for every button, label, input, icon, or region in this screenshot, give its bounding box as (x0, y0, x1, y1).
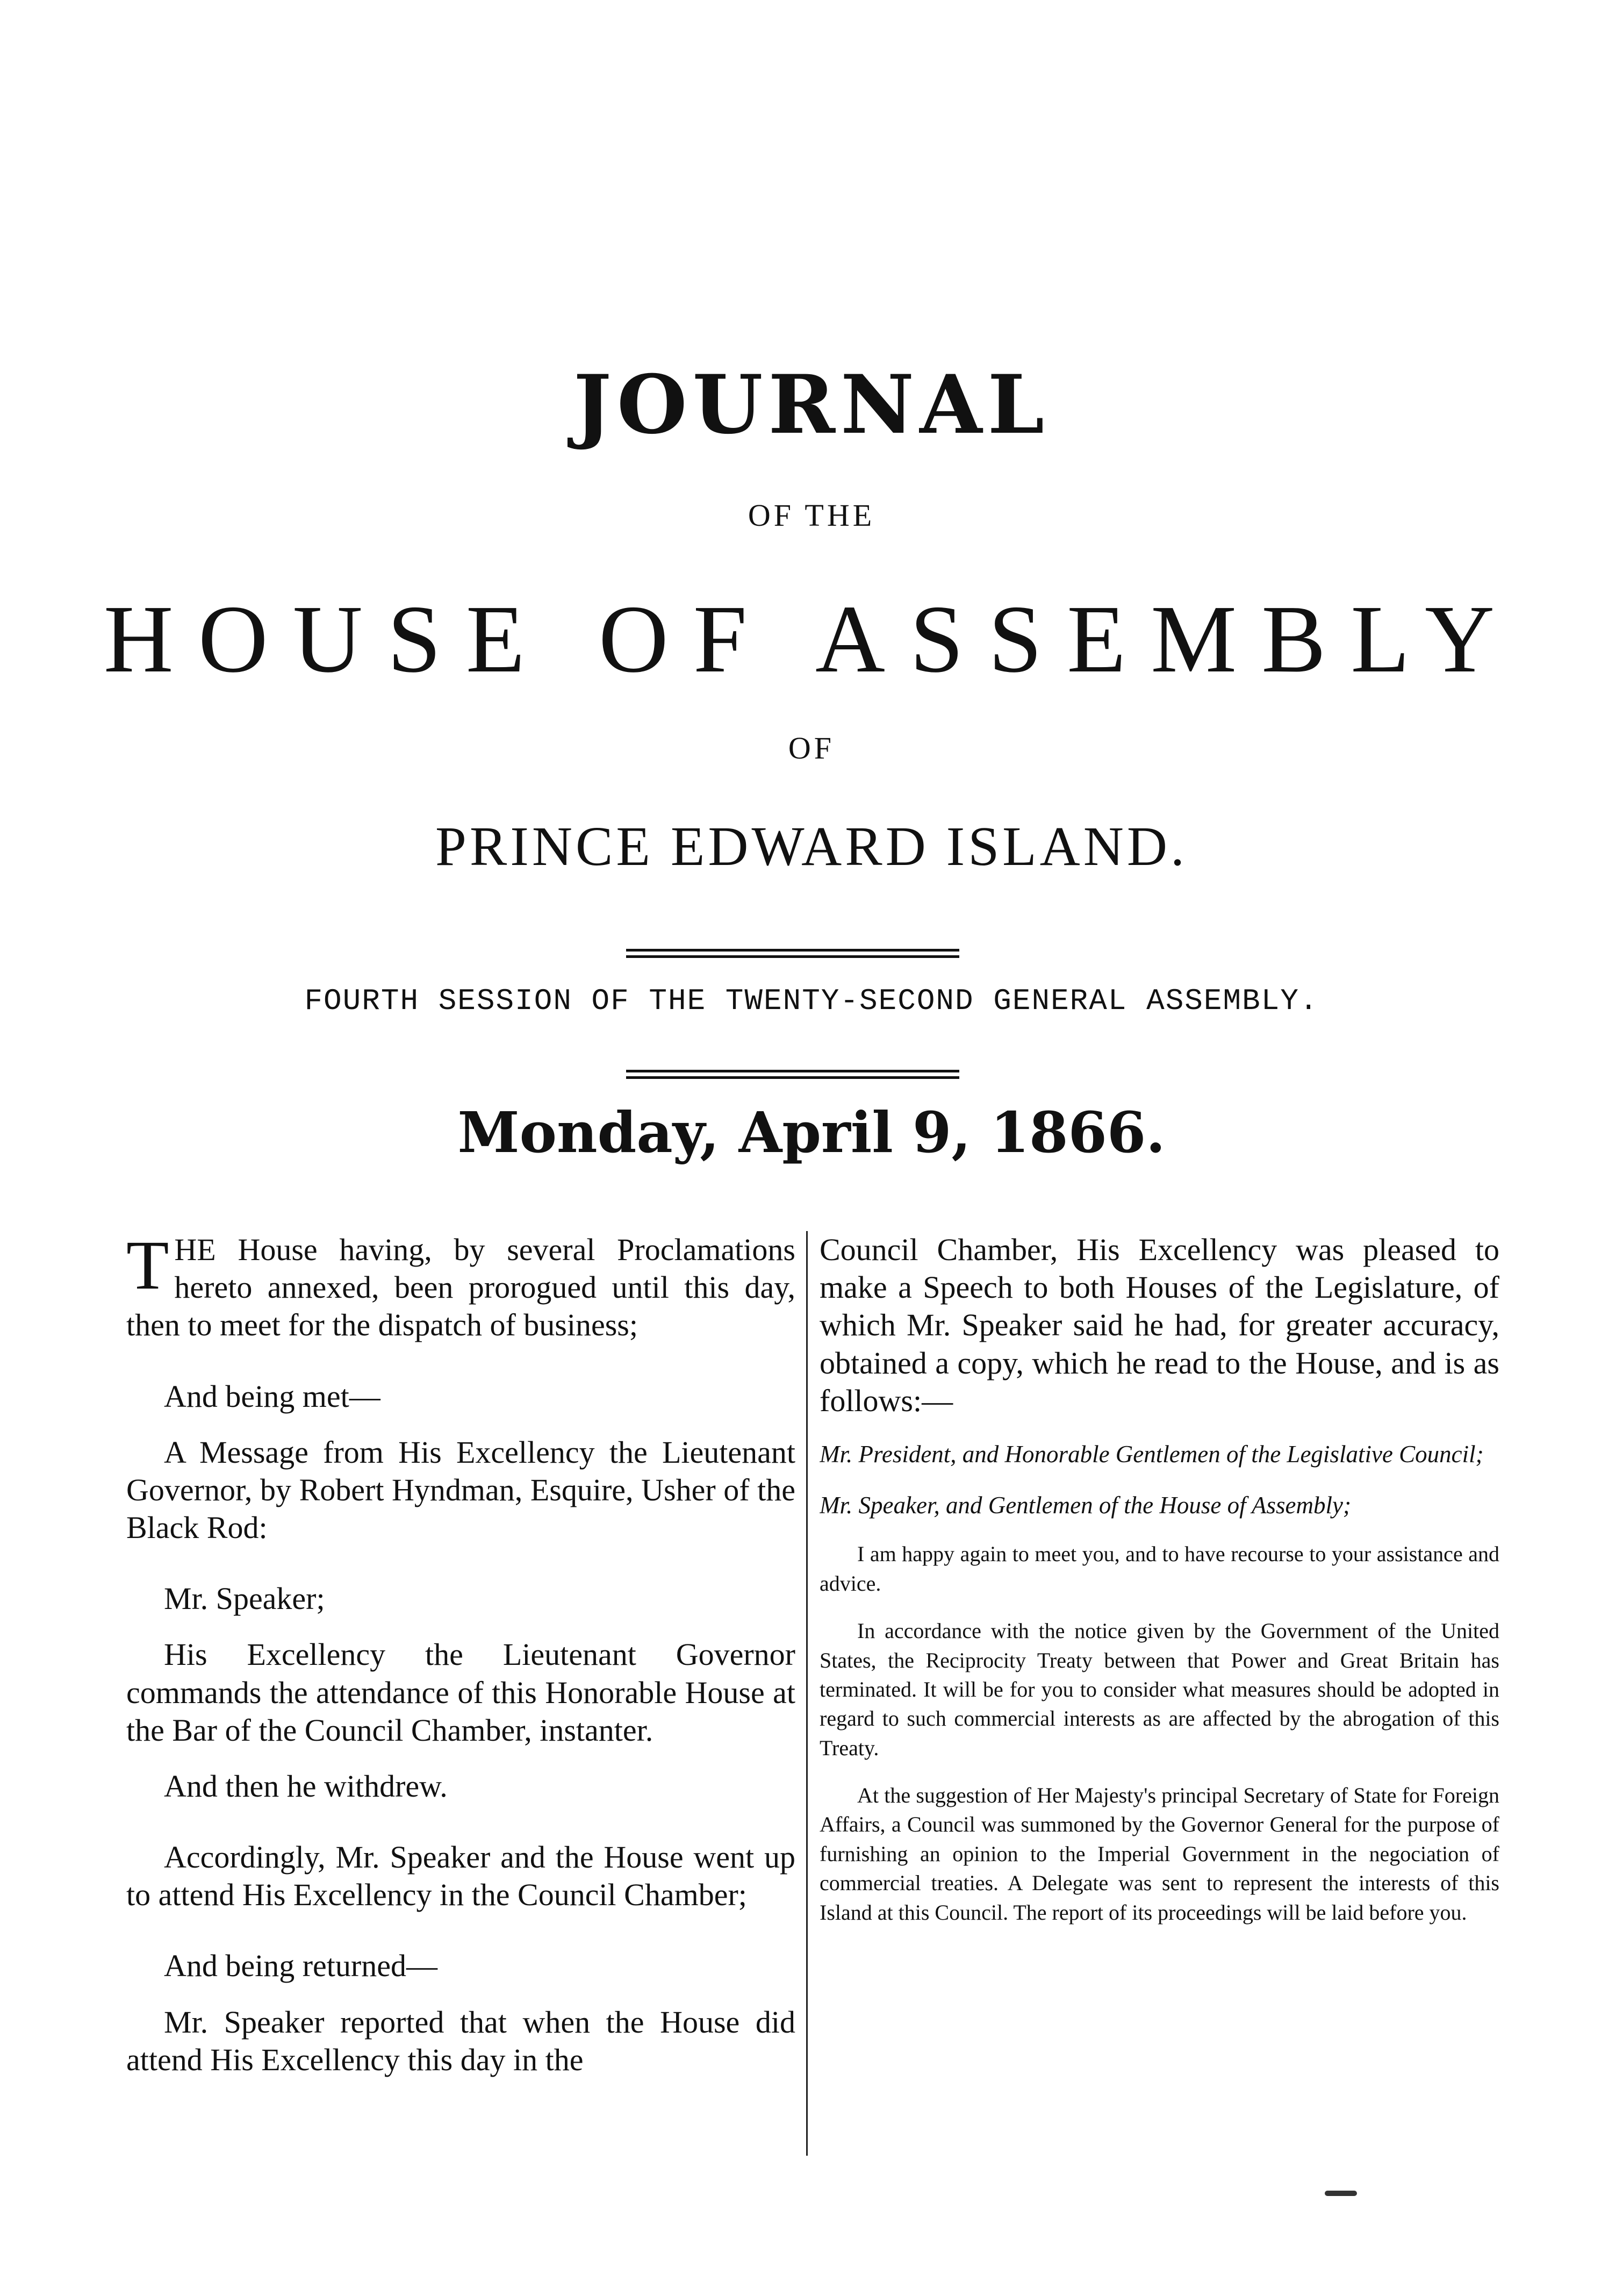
left-column (126, 1231, 795, 2161)
mr-speaker-salutation: Mr. Speaker; (164, 1581, 325, 1617)
council-chamber-paragraph: Council Chamber, His Excellency was pleased to make a Speech to both Houses of the Legislature, of which Mr. Speaker said he had, for greater accuracy, obtained a copy, which he read to the House, and is as follows:— (820, 1232, 1499, 1418)
right-column (820, 1231, 1499, 2161)
message-paragraph: A Message from His Excellency the Lieutenant Governor, by Robert Hyndman, Esquire, Usher of the Black Rod: (126, 1434, 795, 1546)
of-line: OF (788, 731, 835, 766)
speaker-reported-paragraph: Mr. Speaker reported that when the House did attend His Excellency this day in the (126, 2004, 795, 2077)
bottom-double-rule (626, 1070, 959, 1079)
opening-paragraph (126, 1231, 795, 1344)
journal-title: JOURNAL (573, 357, 1050, 452)
of-the-line: OF THE (748, 498, 875, 533)
address-legislative-council: Mr. President, and Honorable Gentlemen of the Legislative Council; (820, 1440, 1484, 1468)
column-divider (806, 1231, 808, 2156)
house-of-assembly-title: HOUSE OF ASSEMBLY (103, 585, 1520, 692)
province-title: PRINCE EDWARD ISLAND. (435, 816, 1188, 877)
withdrew-paragraph: And then he withdrew. (164, 1768, 448, 1804)
top-double-rule (626, 949, 959, 958)
speech-paragraph-2: In accordance with the notice given by the Government of the United States, the Reciprocity Treaty between that Power and Great Britain has terminated. It will be for you to consider what measures should be adopted in regard to such commercial interests as are affected by the abrogation of this Treaty. (820, 1619, 1499, 1760)
opening-paragraph-text: HE House having, by several Proclamations hereto annexed, been prorogued until this day, then to meet for the dispatch of business; (126, 1232, 795, 1343)
being-returned: And being returned— (164, 1948, 437, 1984)
speech-paragraph-3: At the suggestion of Her Majesty's principal Secretary of State for Foreign Affairs, a Council was summoned by the Governor General for the purpose of furnishing an opinion to the Imperial Government in the negociation of commercial treaties. A Delegate was sent to represent the interests of this Island at this Council. The report of its proceedings will be laid before you. (820, 1783, 1499, 1925)
accordingly-paragraph: Accordingly, Mr. Speaker and the House went up to attend His Excellency in the Council Chamber; (126, 1840, 795, 1913)
session-line: FOURTH SESSION OF THE TWENTY-SECOND GENERAL ASSEMBLY. (304, 984, 1319, 1018)
address-house-of-assembly: Mr. Speaker, and Gentlemen of the House of Assembly; (820, 1491, 1351, 1519)
date-heading: Monday, April 9, 1866. (457, 1099, 1166, 1165)
drop-cap: T (126, 1231, 169, 1304)
speech-paragraph-1: I am happy again to meet you, and to have recourse to your assistance and advice. (820, 1542, 1499, 1596)
being-met: And being met— (164, 1378, 380, 1414)
printer-mark (1325, 2191, 1357, 2196)
commands-paragraph: His Excellency the Lieutenant Governor commands the attendance of this Honorable House at the Bar of the Council Chamber, instanter. (126, 1637, 795, 1748)
